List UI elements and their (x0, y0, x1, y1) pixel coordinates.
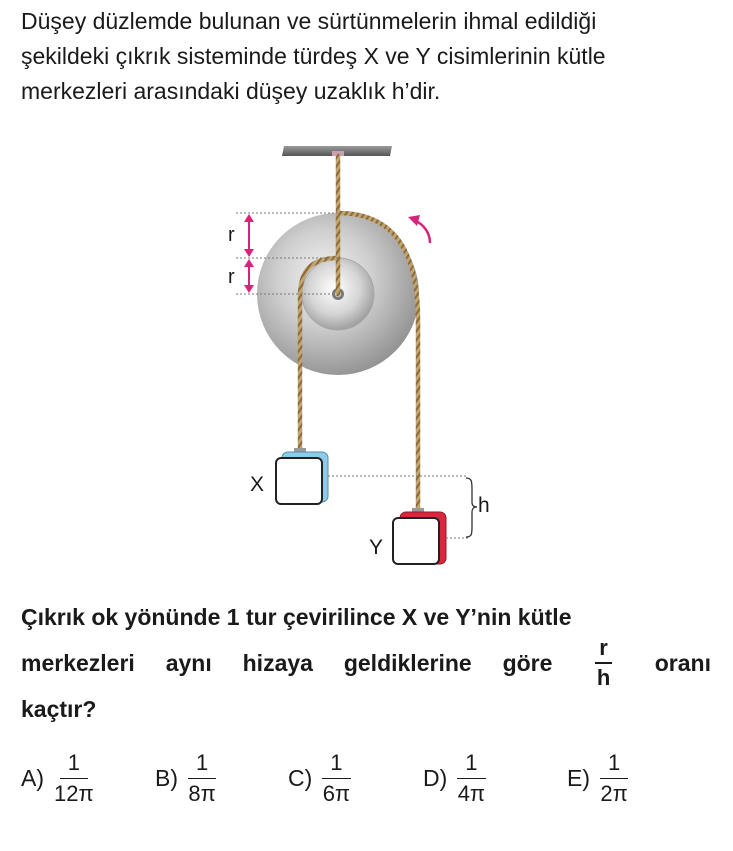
option-denominator: 8π (188, 781, 216, 806)
option-denominator: 12π (54, 781, 94, 806)
option-b[interactable] (155, 752, 216, 805)
intro-line-3: merkezleri arasındaki düşey uzaklık h’dir. (21, 78, 441, 104)
option-letter: C) (288, 765, 313, 791)
option-numerator: 1 (457, 752, 485, 779)
intro-line-2: şekildeki çıkrık sisteminde türdeş X ve Y cisimlerinin kütle (21, 43, 606, 69)
question-word: merkezleri (21, 650, 135, 676)
option-numerator: 1 (188, 752, 216, 779)
option-fraction (457, 752, 485, 805)
option-denominator: 4π (457, 781, 486, 806)
question-word: geldiklerine (343, 650, 472, 676)
label-y: Y (369, 536, 384, 559)
option-denominator: 2π (600, 781, 628, 806)
label-r-bottom: r (228, 266, 235, 288)
question-text (21, 594, 711, 732)
option-denominator: 6π (322, 781, 351, 806)
option-e[interactable] (567, 752, 628, 805)
option-fraction (600, 752, 628, 805)
option-letter: A) (21, 765, 44, 791)
option-numerator: 1 (600, 752, 628, 779)
intro-line-1: Düşey düzlemde bulunan ve sürtünmelerin ihmal edildiği (21, 8, 597, 34)
question-word: oranı (654, 650, 711, 676)
question-line-3: kaçtır? (21, 696, 97, 722)
question-word: göre (502, 650, 553, 676)
rotation-arrow-icon (408, 215, 430, 243)
ratio-denominator: h (596, 665, 611, 690)
option-fraction (54, 752, 94, 805)
option-letter: D) (423, 765, 448, 791)
option-letter: B) (155, 765, 178, 791)
option-letter: E) (567, 765, 590, 791)
answer-options (21, 752, 661, 814)
option-numerator: 1 (322, 752, 350, 779)
option-fraction (188, 752, 216, 805)
option-c[interactable] (288, 752, 351, 805)
block-x (276, 448, 328, 504)
block-y (393, 508, 446, 564)
option-fraction (322, 752, 350, 805)
r-arrows (244, 214, 254, 293)
question-line-2 (21, 635, 711, 690)
h-brace (466, 478, 477, 537)
option-a[interactable] (21, 752, 94, 805)
ratio-numerator: r (595, 637, 612, 664)
label-h: h (478, 494, 490, 517)
label-x: X (250, 473, 265, 496)
option-d[interactable] (423, 752, 486, 805)
label-r-top: r (228, 224, 235, 246)
question-word: aynı (165, 650, 212, 676)
question-line-1: Çıkrık ok yönünde 1 tur çevirilince X ve Y’nin kütle (21, 604, 572, 630)
ratio-fraction (595, 637, 612, 689)
question-word: hizaya (242, 650, 313, 676)
option-numerator: 1 (60, 752, 88, 779)
